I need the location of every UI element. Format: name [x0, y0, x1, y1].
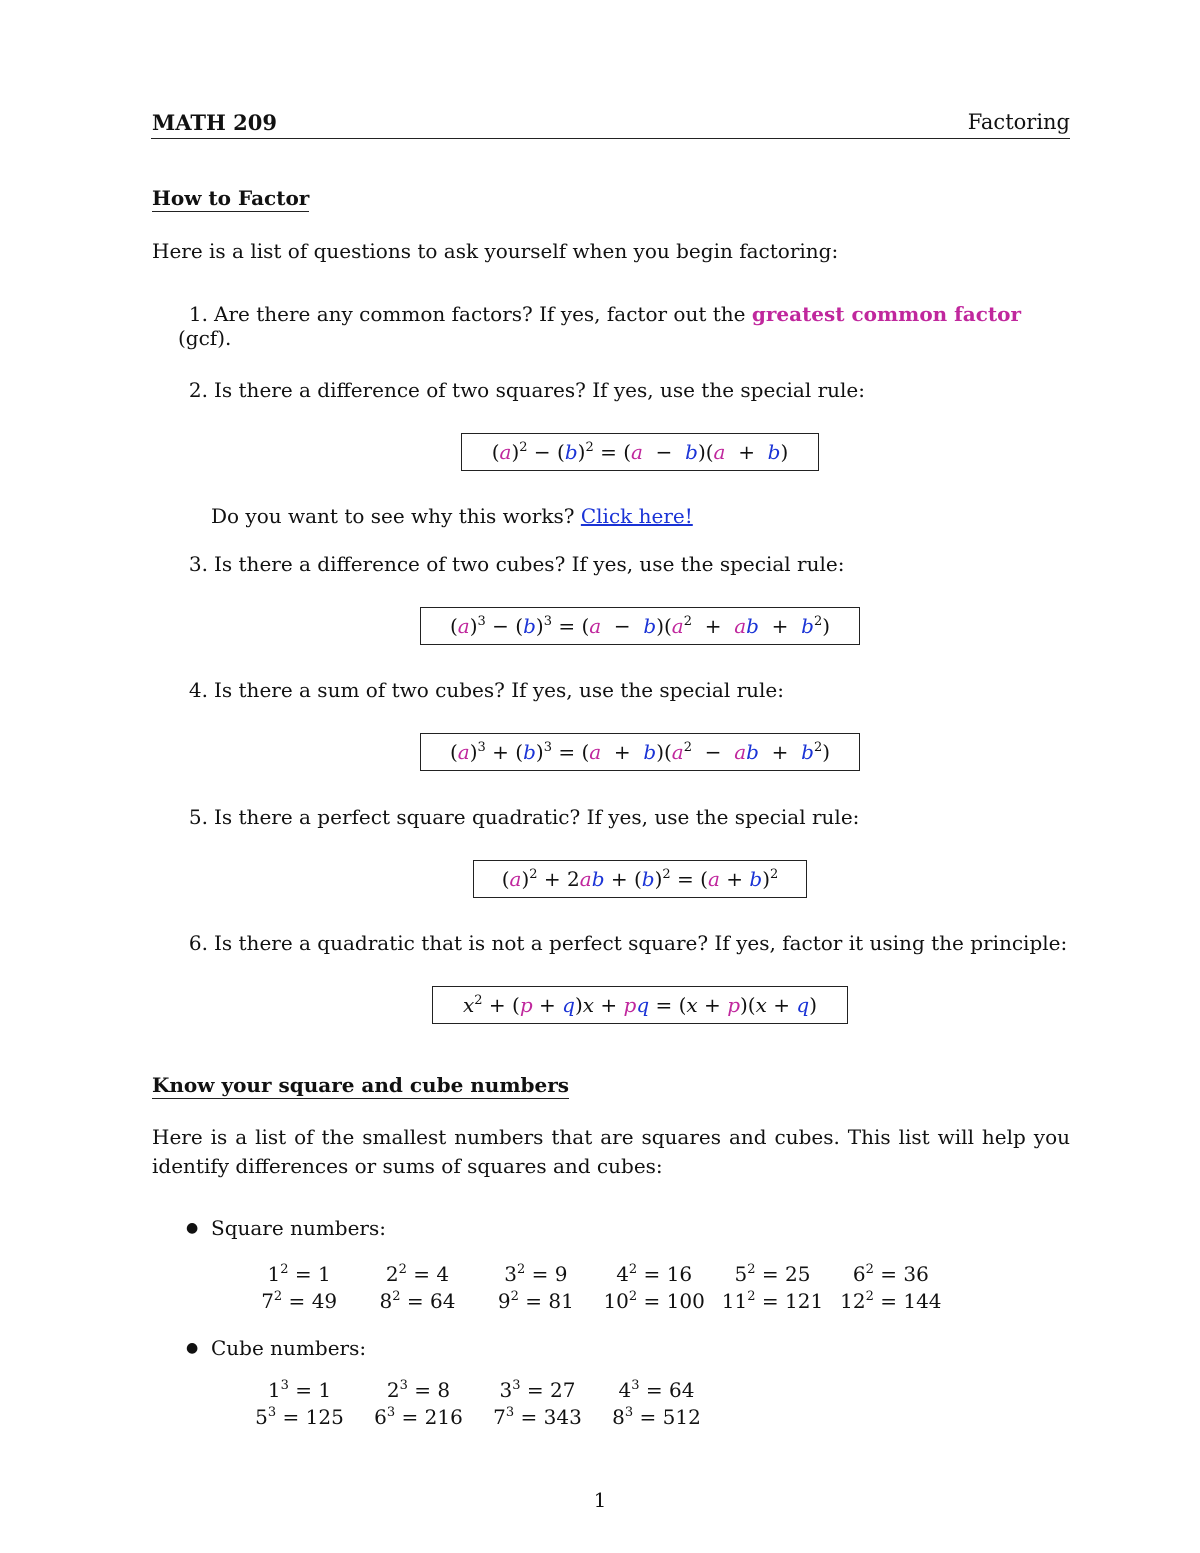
power-entry: $5^3 = 125$	[255, 1405, 344, 1429]
power-entry: $4^2 = 16$	[616, 1262, 693, 1286]
list-item-4: 4. Is there a sum of two cubes? If yes, use the special rule:	[188, 678, 785, 702]
section-title-how-to-factor: How to Factor	[152, 186, 310, 210]
formula-sum-of-cubes: $(a)^3 + (b)^3 = (a + b)(a^2$ − ab + $b^2$)	[420, 733, 860, 771]
bullet-icon: ●	[186, 1220, 199, 1236]
formula-difference-of-squares: $(a)^2 - (b)^2 = (a - b)(a + b)$	[461, 433, 819, 471]
cubes-grid	[240, 1378, 716, 1429]
power-entry: $3^3 = 27$	[499, 1378, 576, 1402]
power-entry: $5^2 = 25$	[734, 1262, 811, 1286]
list-item-3: 3. Is there a difference of two cubes? If yes, use the special rule:	[188, 552, 845, 576]
power-entry: $1^2 = 1$	[267, 1262, 331, 1286]
section1-intro: Here is a list of questions to ask yourself when you begin factoring:	[152, 239, 839, 263]
topic-title: Factoring	[967, 110, 1070, 134]
squares-label: Square numbers:	[211, 1216, 386, 1240]
formula-quadratic-principle: $x^2 + (p + q)x$ + pq = (x + p)(x + q)	[432, 986, 848, 1024]
power-entry: $6^3 = 216$	[374, 1405, 463, 1429]
power-entry: $10^2 = 100$	[603, 1289, 705, 1313]
section2-intro: Here is a list of the smallest numbers that are squares and cubes. This list will help you identify differences or sums of squares and cubes:	[152, 1125, 1070, 1178]
bullet-icon: ●	[186, 1340, 199, 1356]
power-entry: $2^3 = 8$	[386, 1378, 451, 1402]
formula-difference-of-cubes: $(a)^3 - (b)^3 = (a - b)(a^2$ + ab + $b^2$)	[420, 607, 860, 645]
power-entry: $6^2 = 36$	[852, 1262, 929, 1286]
power-entry: $4^3 = 64$	[618, 1378, 695, 1402]
why-works-line: Do you want to see why this works? Click here!	[211, 504, 693, 528]
power-entry: $11^2 = 121$	[721, 1289, 824, 1313]
power-entry: $8^3 = 512$	[612, 1405, 701, 1429]
power-entry: $8^2 = 64$	[379, 1289, 456, 1313]
power-entry: $1^3 = 1$	[267, 1378, 332, 1402]
gcf-highlight: greatest common factor	[751, 302, 1022, 326]
list-item-6: 6. Is there a quadratic that is not a perfect square? If yes, factor it using the principle:	[188, 931, 1068, 955]
squares-grid	[240, 1262, 950, 1313]
power-entry: $3^2 = 9$	[504, 1262, 568, 1286]
power-entry: $7^2 = 49$	[261, 1289, 338, 1313]
power-entry: $9^2 = 81$	[497, 1289, 574, 1313]
cubes-label: Cube numbers:	[211, 1336, 367, 1360]
list-item-1: 1. Are there any common factors? If yes, factor out the greatest common factor (gcf).	[178, 302, 1022, 350]
click-here-link[interactable]: Click here!	[580, 504, 693, 528]
power-entry: $2^2 = 4$	[385, 1262, 450, 1286]
formula-perfect-square: $(a)^2 + 2ab + (b)^2 = (a + b)^2$	[473, 860, 807, 898]
header-rule	[151, 138, 1070, 139]
course-title: MATH 209	[152, 110, 278, 135]
list-item-5: 5. Is there a perfect square quadratic? If yes, use the special rule:	[188, 805, 860, 829]
section-title-square-cube: Know your square and cube numbers	[152, 1073, 570, 1097]
list-item-2: 2. Is there a difference of two squares? If yes, use the special rule:	[188, 378, 866, 402]
power-entry: $7^3 = 343$	[493, 1405, 582, 1429]
power-entry: $12^2 = 144$	[840, 1289, 942, 1313]
page-number: 1	[593, 1488, 607, 1512]
